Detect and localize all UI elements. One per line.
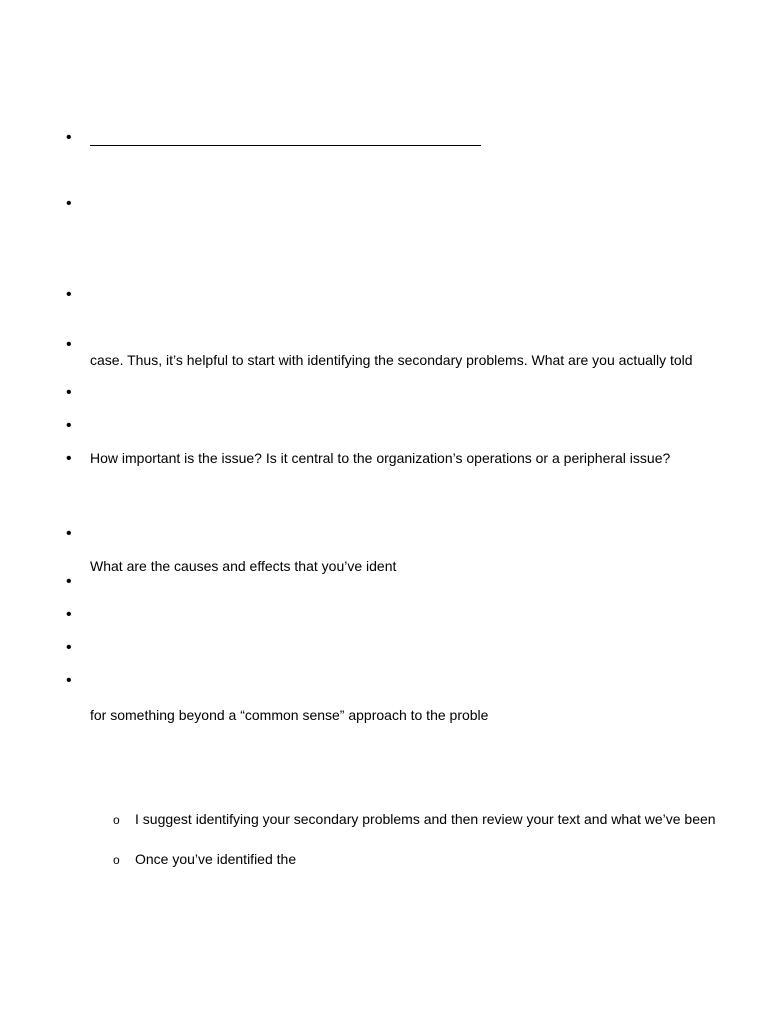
sub-list-item-text: I suggest identifying your secondary problems and then review your text and what we’ve been <box>135 811 716 827</box>
bullet-marker: • <box>66 384 72 401</box>
bullet-marker: • <box>66 336 72 353</box>
bullet-marker: • <box>66 573 72 590</box>
sub-list-item-text: Once you’ve identified the <box>135 851 297 867</box>
bullet-marker: • <box>66 639 72 656</box>
list-item-text: for something beyond a “common sense” approach to the proble <box>90 707 489 723</box>
bullet-marker: • <box>66 450 72 467</box>
bullet-marker: • <box>66 195 72 212</box>
bullet-marker: • <box>66 286 72 303</box>
list-item-text: What are the causes and effects that you’ve ident <box>90 558 397 574</box>
sub-bullet-marker: o <box>113 813 120 827</box>
bullet-marker: • <box>66 606 72 623</box>
list-item-text: How important is the issue? Is it central to the organization’s operations or a peripheral issue? <box>90 450 671 466</box>
list-item-text: case. Thus, it’s helpful to start with identifying the secondary problems. What are you actually told <box>90 352 693 368</box>
bullet-marker: • <box>66 129 72 146</box>
bullet-marker: • <box>66 417 72 434</box>
bullet-marker: • <box>66 525 72 542</box>
sub-bullet-marker: o <box>113 853 120 867</box>
underline-rule <box>90 145 481 146</box>
bullet-marker: • <box>66 672 72 689</box>
